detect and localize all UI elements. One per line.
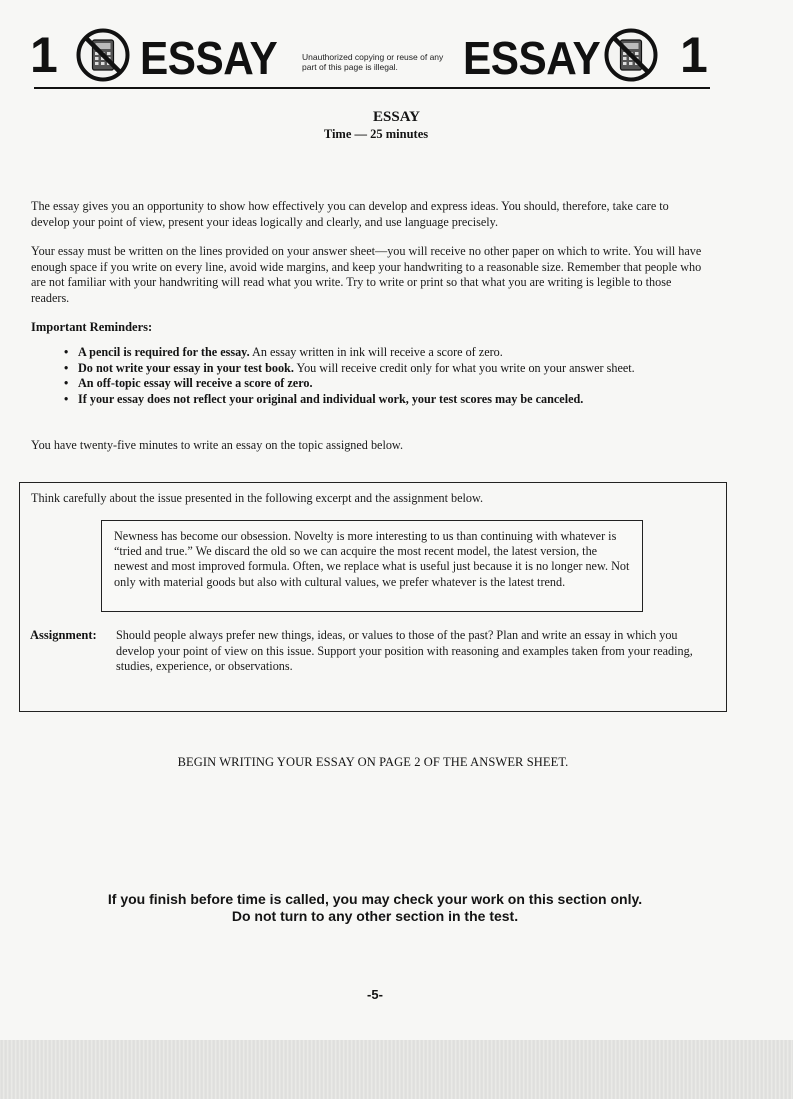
finish-note-line1: If you finish before time is called, you may check your work on this section only. (107, 891, 643, 907)
prompt-lead: Think carefully about the issue presented in the following excerpt and the assignment below. (31, 491, 484, 505)
no-calculator-icon (604, 28, 658, 82)
scan-edge (0, 1040, 793, 1099)
header-rule (34, 87, 710, 89)
page-number: -5- (367, 987, 383, 1002)
instructions-paragraph: Your essay must be written on the lines provided on your answer sheet—you will receive no other paper on which to write. You will have enough space if you write on every line, avoid wide margins, and keep your handwriting to a reasonable size. Remember that people who are not familiar with your handwriting will read what you write. Try to write or print so that what you are writing is legible to those readers. (31, 244, 702, 305)
no-calculator-icon (76, 28, 130, 82)
list-item: • A pencil is required for the essay. An essay written in ink will receive a score of zero. (64, 345, 684, 361)
section-label-right: ESSAY (463, 32, 601, 84)
time-limit: Time — 25 minutes (323, 127, 429, 141)
reminders-heading: Important Reminders: (31, 320, 153, 334)
section-number-left: 1 (30, 27, 58, 83)
list-item: • Do not write your essay in your test book. You will receive credit only for what you write on your answer sheet. (64, 361, 684, 377)
assignment-text: Should people always prefer new things, ideas, or values to those of the past? Plan and write an essay in which you develop your point of view on this issue. Support your position with reasoning and examples taken from your reading, studies, experience, or observations. (116, 628, 693, 673)
intro-paragraph: The essay gives you an opportunity to show how effectively you can develop and express ideas. You should, therefore, take care to develop your point of view, present your ideas logically and clearly, and use language precisely. (31, 199, 669, 229)
list-item: • An off-topic essay will receive a score of zero. (64, 376, 684, 392)
time-note: You have twenty-five minutes to write an essay on the topic assigned below. (31, 438, 403, 452)
copy-notice: Unauthorized copying or reuse of any part of this page is illegal. (302, 52, 444, 72)
section-label-left: ESSAY (140, 32, 278, 84)
page-title: ESSAY (373, 109, 420, 125)
begin-note: BEGIN WRITING YOUR ESSAY ON PAGE 2 OF THE ANSWER SHEET. (177, 755, 569, 769)
assignment-label: Assignment: (30, 628, 97, 642)
excerpt-text: Newness has become our obsession. Novelty is more interesting to us than continuing with whatever is “tried and true.” We discard the old so we can acquire the most recent model, the latest version, the newest and most improved formula. Often, we replace what is useful just because it is no longer new. Not only with material goods but also with cultural values, we prefer whatever is the latest trend. (114, 529, 630, 589)
finish-note-line2: Do not turn to any other section in the test. (231, 908, 519, 924)
reminders-list (16, 345, 684, 407)
section-number-right: 1 (680, 27, 708, 83)
list-item: • If your essay does not reflect your original and individual work, your test scores may be canceled. (64, 392, 684, 408)
